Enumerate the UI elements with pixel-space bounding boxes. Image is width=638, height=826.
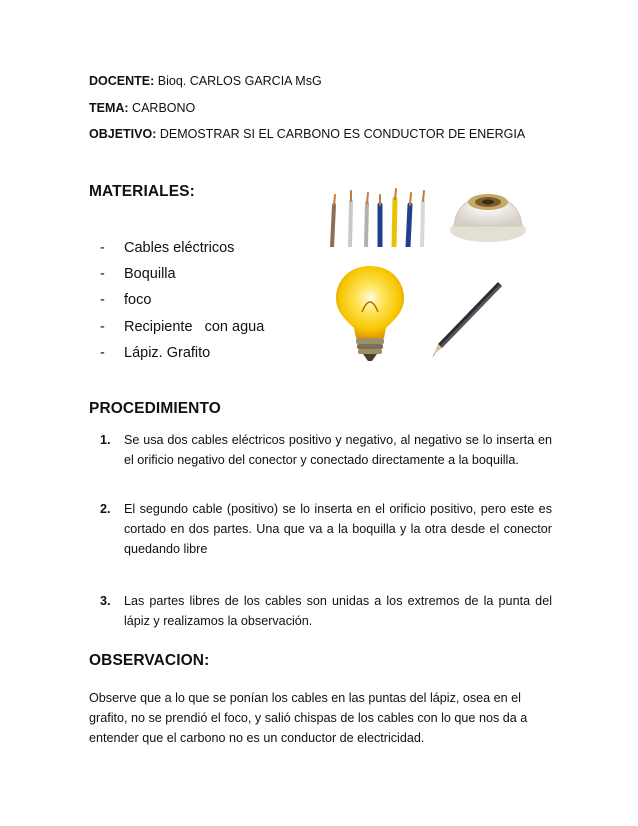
list-item: - Boquilla (100, 264, 264, 290)
docente-label: DOCENTE: (89, 74, 155, 88)
list-item: - Recipiente con agua (100, 317, 264, 343)
list-item: - foco (100, 290, 264, 316)
tema-value: CARBONO (128, 101, 196, 115)
tema-line (89, 100, 195, 116)
material-label: Lápiz. Grafito (124, 344, 211, 361)
objetivo-label: OBJETIVO: (89, 127, 157, 141)
docente-value: Bioq. CARLOS GARCIA MsG (154, 74, 322, 88)
step-text: El segundo cable (positivo) se lo inserta en el orificio positivo, pero este es cortado en dos partes. Una que va a la boquilla y la otra desde el conector quedando libre (124, 502, 552, 556)
light-bulb-image (330, 262, 410, 362)
objetivo-value: DEMOSTRAR SI EL CARBONO ES CONDUCTOR DE ENERGIA (156, 127, 526, 141)
material-label: foco (124, 292, 152, 309)
graphite-pencil-image (428, 278, 504, 360)
tema-label: TEMA: (89, 101, 129, 115)
step-text: Se usa dos cables eléctricos positivo y negativo, al negativo se lo inserta en el orificio negativo del conector y conectado directamente a la boquilla. (124, 433, 552, 467)
objetivo-line (89, 126, 525, 142)
procedure-step (100, 430, 552, 470)
materiales-heading: MATERIALES: (89, 183, 195, 200)
step-number: 2. (100, 502, 111, 516)
docente-line (89, 73, 322, 89)
list-item: - Lápiz. Grafito (100, 343, 264, 369)
material-label: Boquilla (124, 266, 176, 283)
step-number: 3. (100, 594, 111, 608)
bulb-socket-image (446, 180, 530, 246)
material-label: Recipiente con agua (124, 318, 265, 335)
step-number: 1. (100, 433, 111, 447)
step-text: Las partes libres de los cables son unidas a los extremos de la punta del lápiz y realizamos la observación. (124, 594, 552, 628)
electric-cables-image (322, 183, 434, 247)
procedimiento-heading: PROCEDIMIENTO (89, 400, 221, 417)
observacion-heading: OBSERVACION: (89, 652, 210, 669)
procedure-step (100, 499, 552, 559)
observacion-paragraph: Observe que a lo que se ponían los cables en las puntas del lápiz, osea en el grafito, no se prendió el foco, y salió chispas de los cables con lo que nos da a entender que el carbono no es un conductor de electricidad. (89, 691, 528, 745)
material-label: Cables eléctricos (124, 240, 235, 256)
list-item: - Cables eléctricos (100, 238, 264, 264)
materiales-list (100, 238, 264, 369)
procedure-step (100, 591, 552, 631)
